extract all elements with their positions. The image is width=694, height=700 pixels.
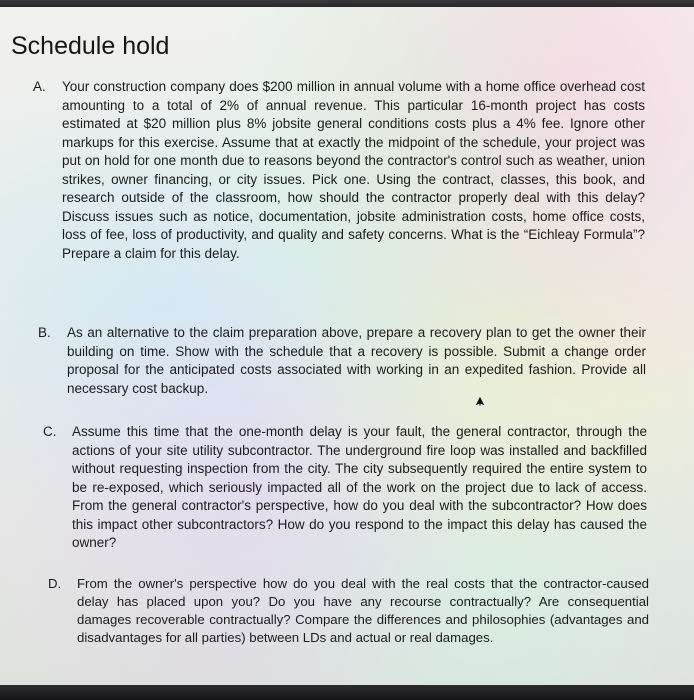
question-letter: C. xyxy=(43,424,57,439)
question-letter: D. xyxy=(48,576,62,591)
question-text: Assume this time that the one-month delay is your fault, the general contractor, through the actions of your site utility subcontractor. The underground fire loop was installed and backfilled without requesting inspection from the city. The city subsequently required the entire system to be re-exposed, which seriously impacted all of the work on the project due to lack of access. From the general contractor's perspective, how do you deal with the subcontractor? How does this impact other subcontractors? How do you respond to the impact this delay has caused the owner? xyxy=(72,424,647,550)
question-text: From the owner's perspective how do you deal with the real costs that the contractor-caused delay has placed upon you? Do you have any recourse contractually? Are consequential damages recoverable contractually? Compare the differences and philosophies (advantages and disadvantages for all parties) between LDs and actual or real damages. xyxy=(77,576,649,645)
top-edge xyxy=(0,0,694,7)
document-page xyxy=(0,7,694,685)
question-letter: B. xyxy=(38,325,51,340)
question-text: Your construction company does $200 million in annual volume with a home office overhead cost amounting to a total of 2% of annual revenue. This particular 16-month project has costs estimated at $20 million plus 8% jobsite general conditions costs plus a 4% fee. Ignore other markups for this exercise. Assume that at exactly the midpoint of the schedule, your project was put on hold for one month due to reasons beyond the contractor's control such as weather, union strikes, owner financing, or city issues. Pick one. Using the contract, classes, this book, and research outside of the classroom, how should the contractor properly deal with this delay? Discuss issues such as notice, documentation, jobsite administration costs, home office costs, loss of fee, loss of productivity, and quality and safety concerns. What is the “Eichleay Formula”? Prepare a claim for this delay. xyxy=(62,79,645,261)
question-c xyxy=(43,423,647,553)
bottom-edge xyxy=(0,685,694,700)
page-title: Schedule hold xyxy=(11,32,170,60)
question-d xyxy=(48,575,649,647)
question-a xyxy=(33,78,645,263)
question-b xyxy=(38,324,646,398)
mouse-pointer-icon xyxy=(475,396,485,408)
question-text: As an alternative to the claim preparation above, prepare a recovery plan to get the owner their building on time. Show with the schedule that a recovery is possible. Submit a change order proposal for the anticipated costs associated with working in an expedited fashion. Provide all necessary cost backup. xyxy=(67,325,646,396)
question-letter: A. xyxy=(33,79,46,94)
